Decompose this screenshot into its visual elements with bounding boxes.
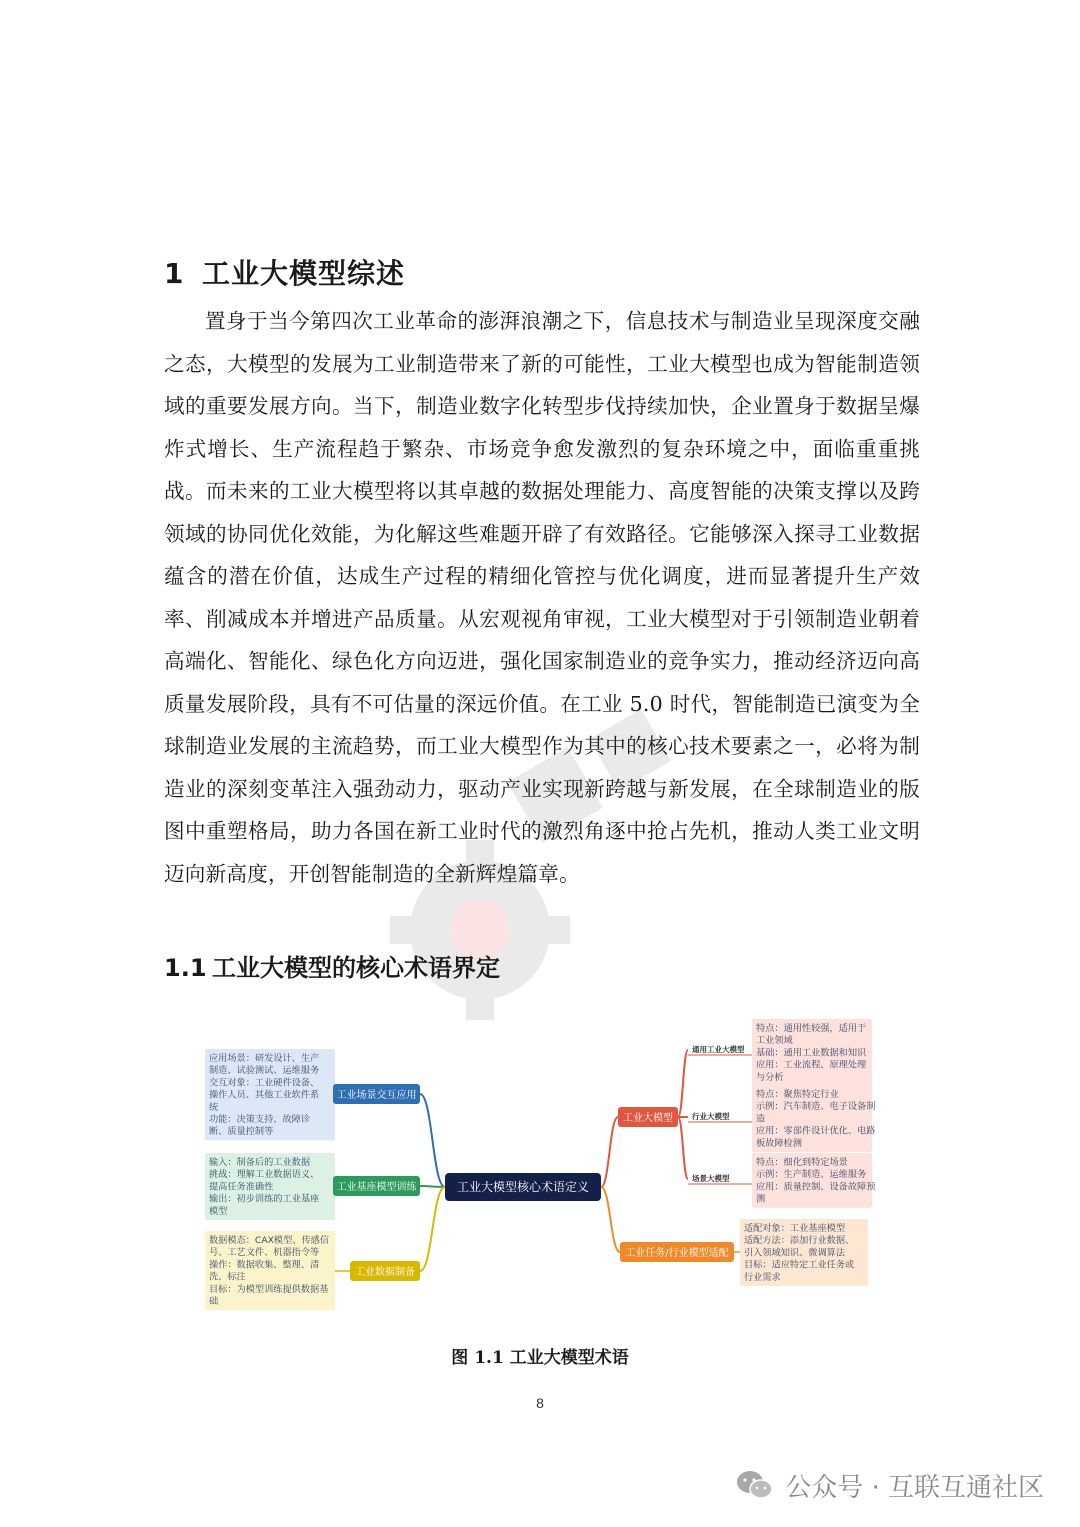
right-note-line: 工业领域 <box>756 1035 793 1047</box>
wechat-icon <box>735 1468 775 1502</box>
chapter-title: 工业大模型综述 <box>202 257 406 290</box>
section-heading <box>164 948 500 983</box>
left-note-line: 断、质量控制等 <box>209 1126 274 1138</box>
figure-caption: 图 1.1 工业大模型术语 <box>451 1348 629 1368</box>
sub-label: 场景大模型 <box>692 1174 730 1183</box>
branch-label: 工业场景交互应用 <box>336 1090 417 1101</box>
branch-connector <box>420 1186 445 1187</box>
left-note-line: 提高任务准确性 <box>209 1181 274 1193</box>
left-note-line: 础 <box>209 1296 219 1307</box>
left-note-line: 应用场景：研发设计、生产 <box>209 1053 320 1064</box>
branch-connector <box>601 1187 620 1252</box>
right-note-line: 应用：工业流程、原理处理 <box>756 1059 867 1071</box>
left-note-line: 目标：为模型训练提供数据基 <box>209 1283 329 1295</box>
branch-label: 工业大模型 <box>623 1113 673 1124</box>
right-note-line: 板故障检测 <box>756 1137 802 1149</box>
sub-connector <box>678 1050 688 1117</box>
right-note-line: 测 <box>756 1193 766 1205</box>
right-note-line: 行业需求 <box>744 1271 781 1283</box>
right-note-line: 适配对象：工业基座模型 <box>744 1223 846 1234</box>
footer-text: 公众号 · 互联互通社区 <box>785 1472 1044 1503</box>
sub-label: 行业大模型 <box>692 1112 730 1121</box>
left-note-line: 统 <box>209 1101 219 1113</box>
left-note-line: 输入：制备后的工业数据 <box>209 1157 311 1168</box>
mindmap-figure <box>190 1005 890 1325</box>
right-note-line: 与分析 <box>756 1071 784 1083</box>
right-note-line: 造 <box>756 1113 766 1125</box>
sub-label: 通用工业大模型 <box>692 1045 745 1054</box>
chapter-number: 1 <box>164 257 185 290</box>
left-note-line: 制造、试验测试、运维服务 <box>209 1065 320 1077</box>
branch-connector <box>420 1094 445 1187</box>
left-note-line: 交互对象：工业硬件设备、 <box>209 1077 320 1089</box>
mindmap-diagram <box>190 1005 890 1325</box>
left-note-line: 号、工艺文件、机器指令等 <box>209 1247 320 1259</box>
branch-label: 工业数据制备 <box>355 1267 415 1278</box>
right-note-line: 应用：质量控制、设备故障预 <box>756 1181 876 1193</box>
right-note-line: 示例：汽车制造、电子设备制 <box>756 1101 876 1113</box>
right-note-line: 应用：零部件设计优化、电路 <box>756 1125 876 1137</box>
left-note-line: 挑战：理解工业数据语义、 <box>209 1169 320 1181</box>
right-note-line: 基础：通用工业数据和知识 <box>756 1047 867 1059</box>
sub-connector <box>678 1117 688 1179</box>
section-title: 工业大模型的核心术语界定 <box>212 954 500 982</box>
page-number: 8 <box>536 1395 544 1411</box>
left-note-line: 洗、标注 <box>209 1271 246 1283</box>
left-note-line: 功能：决策支持、故障诊 <box>209 1114 311 1125</box>
right-note-line: 适配方法：添加行业数据、 <box>744 1235 855 1247</box>
center-label: 工业大模型核心术语定义 <box>456 1180 590 1194</box>
branch-label: 工业基座模型训练 <box>336 1182 417 1193</box>
body-paragraph: 置身于当今第四次工业革命的澎湃浪潮之下，信息技术与制造业呈现深度交融之态，大模型的发展为工业制造带来了新的可能性，工业大模型也成为智能制造领域的重要发展方向。当下，制造业数字化转型步伐持续加快，企业置身于数据呈爆炸式增长、生产流程趋于繁杂、市场竞争愈发激烈的复杂环境之中，面临重重挑战。而未来的工业大模型将以其卓越的数据处理能力、高度智能的决策支撑以及跨领域的协同优化效能，为化解这些难题开辟了有效路径。它能够深入探寻工业数据蕴含的潜在价值，达成生产过程的精细化管控与优化调度，进而显著提升生产效率、削减成本并增进产品质量。从宏观视角审视，工业大模型对于引领制造业朝着高端化、智能化、绿色化方向迈进，强化国家制造业的竞争实力，推动经济迈向高质量发展阶段，具有不可估量的深远价值。在工业 5.0 时代，智能制造已演变为全球制造业发展的主流趋势，而工业大模型作为其中的核心技术要素之一，必将为制造业的深刻变革注入强劲动力，驱动产业实现新跨越与新发展，在全球制造业的版图中重塑格局，助力各国在新工业时代的激烈角逐中抢占先机，推动人类工业文明迈向新高度，开创智能制造的全新辉煌篇章。 <box>164 309 920 886</box>
left-note-line: 模型 <box>209 1205 228 1217</box>
left-note-line: 输出：初步训练的工业基座 <box>209 1193 320 1205</box>
branch-label: 工业任务/行业模型适配 <box>625 1248 729 1259</box>
branch-connector <box>420 1187 445 1271</box>
chapter-heading <box>164 252 405 292</box>
branch-connector <box>601 1117 618 1187</box>
right-note-line: 示例：生产制造、运维服务 <box>756 1169 867 1181</box>
footer-attribution <box>735 1465 1044 1505</box>
right-note-line: 引入领域知识、微调算法 <box>744 1247 846 1259</box>
right-note-line: 目标：适应特定工业任务或 <box>744 1259 855 1271</box>
left-note-line: 数据模态：CAX模型、传感信 <box>209 1235 330 1246</box>
right-note-line: 特点：聚焦特定行业 <box>756 1089 839 1100</box>
right-note-line: 特点：通用性较强，适用于 <box>756 1023 867 1034</box>
right-note-line: 特点：细化到特定场景 <box>756 1157 848 1168</box>
section-number: 1.1 <box>164 954 207 982</box>
left-note-line: 操作人员、其他工业软件系 <box>209 1089 320 1101</box>
left-note-line: 操作：数据收集、整理、清 <box>209 1259 320 1271</box>
